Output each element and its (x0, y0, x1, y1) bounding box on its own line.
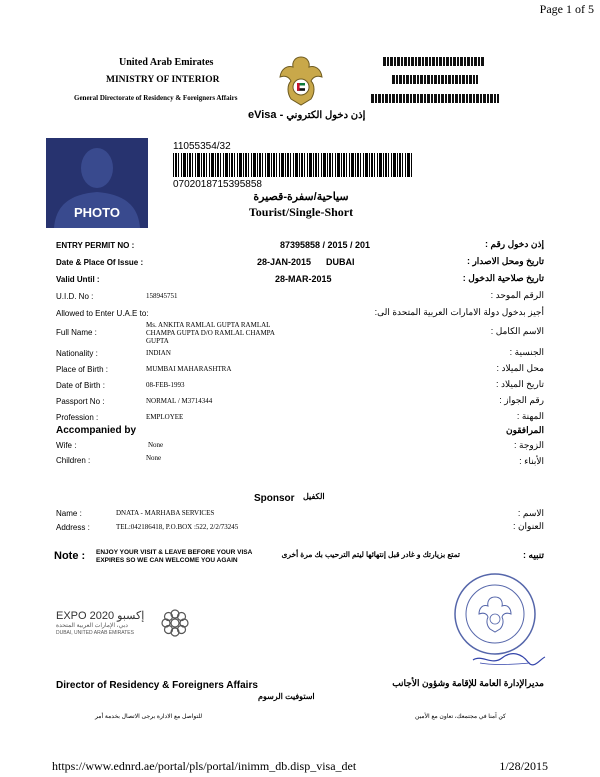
issue-date: 28-JAN-2015 (257, 257, 312, 267)
nationality-label: Nationality : (56, 349, 98, 358)
wife-label: Wife : (56, 441, 77, 450)
fees-paid-arabic: استوفيت الرسوم (258, 692, 315, 701)
entry-permit-arabic: إذن دخول رقم : (484, 239, 544, 249)
note-text-arabic: تمتع بزيارتك و غادر قبل إنتهائها ليتم الترحيب بك مرة أخرى (281, 550, 460, 559)
pob-arabic: محل الميلاد : (496, 363, 544, 373)
evisa-title: eVisa - إذن دخول الكتروني (248, 109, 366, 121)
sponsor-title: Sponsor (254, 493, 295, 504)
profession-arabic: المهنة : (516, 411, 544, 421)
note-label-arabic: تنبيه : (523, 550, 544, 560)
uae-falcon-emblem-icon (277, 53, 325, 109)
pob-label: Place of Birth : (56, 365, 109, 374)
uid-label: U.I.D. No : (56, 292, 94, 301)
full-name-line-2: CHAMPA GUPTA D/O RAMLAL CHAMPA (146, 329, 275, 337)
expo-sub-english: DUBAI, UNITED ARAB EMIRATES (56, 630, 134, 636)
children-arabic: الأبناء : (519, 456, 544, 466)
profession-value: EMPLOYEE (146, 413, 184, 421)
director-title-arabic: مديرالإدارة العامة للإقامة وشؤون الأجانب (392, 678, 544, 688)
note-label: Note : (54, 550, 86, 562)
sponsor-name-label: Name : (56, 509, 82, 518)
uid-arabic: الرقم الموحد : (490, 290, 544, 300)
header-arabic-country-garbled (383, 57, 485, 66)
barcode-number-top: 11055354/32 (173, 141, 231, 152)
header-arabic-ministry-garbled (392, 75, 478, 84)
full-name-line-1: Ms. ANKITA RAMLAL GUPTA RAMLAL (146, 321, 271, 329)
accompanied-title: Accompanied by (56, 425, 137, 436)
footer-arabic-right: كن آمنا في مجتمعك، تعاون مع الأمين (415, 714, 506, 720)
dob-label: Date of Birth : (56, 381, 105, 390)
dob-value: 08-FEB-1993 (146, 381, 185, 389)
visa-type-english: Tourist/Single-Short (248, 205, 354, 219)
visa-type-arabic: سياحية/سفرة-قصيرة (253, 191, 349, 203)
header-arabic-directorate-garbled (371, 94, 499, 103)
allowed-label: Allowed to Enter U.A.E to: (56, 309, 149, 318)
expo-sub-arabic: دبي، الإمارات العربية المتحدة (56, 623, 128, 629)
expo-emblem-icon (158, 606, 192, 640)
sponsor-address-label: Address : (56, 523, 90, 532)
sponsor-name-value: DNATA - MARHABA SERVICES (116, 509, 215, 517)
issue-label: Date & Place Of Issue : (56, 258, 144, 267)
photo-placeholder (46, 138, 148, 228)
allowed-arabic: أجيز بدخول دولة الامارات العربية المتحدة الى: (374, 307, 544, 317)
passport-label: Passport No : (56, 397, 105, 406)
directorate-name: General Directorate of Residency & Foreigners Affairs (74, 94, 238, 102)
uid-value: 158945751 (146, 292, 178, 300)
signature-icon (470, 651, 548, 669)
barcode-image (173, 153, 413, 177)
note-text-line-1: ENJOY YOUR VISIT & LEAVE BEFORE YOUR VISA (96, 549, 253, 556)
expo-2020-logo (56, 609, 166, 649)
sponsor-address-arabic: العنوان : (512, 521, 544, 531)
sponsor-title-arabic: الكفيل (303, 492, 325, 501)
dob-arabic: تاريخ الميلاد : (496, 379, 544, 389)
issue-place: DUBAI (326, 257, 355, 267)
page-url: https://www.ednrd.ae/portal/pls/portal/inimm_db.disp_visa_det (52, 759, 357, 773)
passport-value: NORMAL / M3714344 (146, 397, 213, 405)
issue-arabic: تاريخ ومحل الاصدار : (466, 256, 544, 266)
children-value: None (146, 454, 162, 462)
ministry-name: MINISTRY OF INTERIOR (106, 75, 220, 85)
accompanied-title-arabic: المرافقون (505, 425, 544, 435)
sponsor-name-arabic: الاسم : (517, 508, 544, 518)
expo-logo-text: EXPO 2020 إكسبو (56, 610, 145, 622)
director-title: Director of Residency & Foreigners Affairs (56, 680, 258, 691)
children-label: Children : (56, 456, 91, 465)
wife-value: None (148, 441, 164, 449)
wife-arabic: الزوجة : (514, 440, 544, 450)
nationality-value: INDIAN (146, 349, 171, 357)
valid-until-arabic: تاريخ صلاحية الدخول : (462, 273, 544, 283)
barcode-number-bottom: 0702018715395858 (173, 179, 262, 190)
passport-arabic: رقم الجواز : (499, 395, 544, 405)
full-name-arabic: الاسم الكامل : (490, 326, 544, 336)
full-name-label: Full Name : (56, 328, 97, 337)
profession-label: Profession : (56, 413, 99, 422)
valid-until-label: Valid Until : (56, 275, 100, 284)
full-name-line-3: GUPTA (146, 337, 169, 345)
valid-until-value: 28-MAR-2015 (275, 274, 332, 284)
page-number: Page 1 of 5 (539, 2, 594, 16)
entry-permit-label: ENTRY PERMIT NO : (56, 241, 135, 250)
country-name: United Arab Emirates (119, 57, 214, 68)
photo-label: PHOTO (74, 205, 120, 220)
entry-permit-value: 87395858 / 2015 / 201 (279, 240, 371, 250)
note-text-line-2: EXPIRES SO WE CAN WELCOME YOU AGAIN (96, 557, 238, 564)
official-stamp-icon (452, 571, 538, 657)
pob-value: MUMBAI MAHARASHTRA (146, 365, 232, 373)
nationality-arabic: الجنسية : (509, 347, 544, 357)
sponsor-address-value: TEL:042186418, P.O.BOX :522, 2/2/73245 (116, 523, 239, 531)
footer-arabic-left: للتواصل مع الادارة برجى الاتصال بخدمة أمر (95, 714, 203, 720)
print-date: 1/28/2015 (499, 759, 548, 773)
